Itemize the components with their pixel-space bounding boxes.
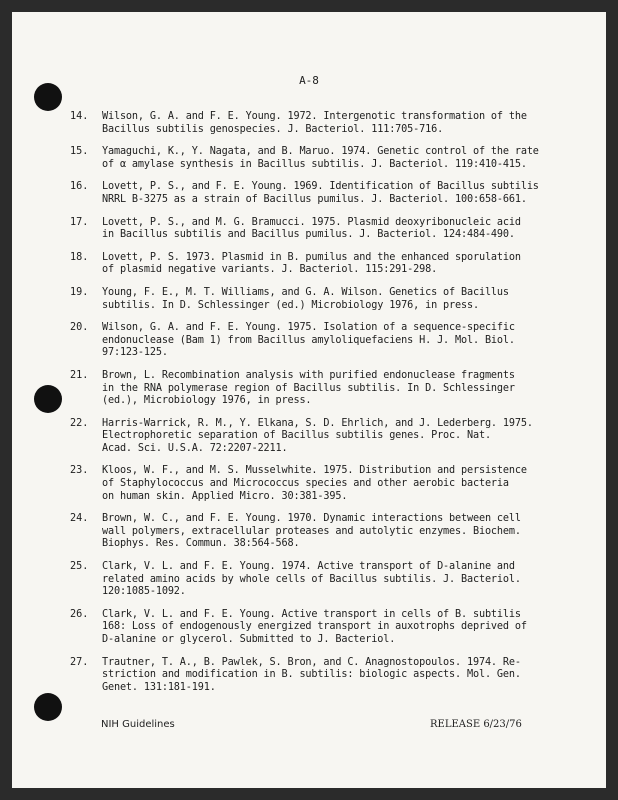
reference-item	[70, 146, 540, 171]
reference-text: Young, F. E., M. T. Williams, and G. A. Wilson. Genetics of Bacillus subtilis. In D. Schlessinger (ed.) Microbiology 1976, in press.	[102, 286, 509, 311]
reference-text: Kloos, W. F., and M. S. Musselwhite. 1975. Distribution and persistence of Staphylococcus and Micrococcus species and other aerobic bacteria on human skin. Applied Micro. 30:381-395.	[102, 465, 527, 502]
reference-text: Lovett, P. S., and M. G. Bramucci. 1975. Plasmid deoxyribonucleic acid in Bacillus subtilis and Bacillus pumilus. J. Bacteriol. 124:484-490.	[102, 216, 521, 241]
reference-item	[70, 561, 540, 599]
reference-text: Clark, V. L. and F. E. Young. 1974. Active transport of D-alanine and related amino acids by whole cells of Bacillus subtilis. J. Bacteriol. 120:1085-1092.	[102, 561, 521, 598]
reference-number: 22.	[70, 417, 89, 429]
reference-number: 25.	[70, 561, 89, 573]
reference-text: Harris-Warrick, R. M., Y. Elkana, S. D. Ehrlich, and J. Lederberg. 1975. Electrophoretic separation of Bacillus subtilis genes. Proc. Nat. Acad. Sci. U.S.A. 72:2207-2211.	[102, 417, 533, 454]
reference-number: 19.	[70, 286, 89, 298]
reference-item	[70, 513, 540, 551]
footer-release-date: RELEASE 6/23/76	[430, 719, 522, 730]
binder-hole	[34, 385, 62, 413]
reference-number: 14.	[70, 111, 89, 122]
reference-item	[70, 609, 540, 647]
reference-number: 21.	[70, 369, 89, 381]
reference-item	[70, 287, 540, 312]
reference-text: Lovett, P. S. 1973. Plasmid in B. pumilus and the enhanced sporulation of plasmid negative variants. J. Bacteriol. 115:291-298.	[102, 251, 521, 276]
reference-item	[70, 465, 540, 503]
document-page	[12, 12, 606, 788]
binder-hole	[34, 83, 62, 111]
reference-text: Yamaguchi, K., Y. Nagata, and B. Maruo. 1974. Genetic control of the rate of α amylase synthesis in Bacillus subtilis. J. Bacteriol. 119:410-415.	[102, 146, 539, 170]
reference-number: 16.	[70, 181, 89, 193]
footer-title: NIH Guidelines	[101, 719, 175, 730]
reference-item	[70, 657, 540, 695]
reference-text: Trautner, T. A., B. Pawlek, S. Bron, and C. Anagnostopoulos. 1974. Re- striction and modification in B. subtilis: biologic aspects. Mol. Gen. Genet. 131:181-191.	[102, 656, 521, 693]
reference-item	[70, 370, 540, 408]
reference-number: 24.	[70, 513, 89, 525]
reference-item	[70, 252, 540, 277]
reference-list	[70, 111, 540, 704]
reference-number: 27.	[70, 656, 89, 668]
reference-item	[70, 322, 540, 360]
reference-text: Wilson, G. A. and F. E. Young. 1972. Intergenotic transformation of the Bacillus subtilis genospecies. J. Bacteriol. 111:705-716.	[102, 111, 527, 135]
page-number: A-8	[299, 74, 319, 87]
reference-number: 26.	[70, 608, 89, 620]
reference-number: 23.	[70, 465, 89, 477]
reference-number: 18.	[70, 251, 89, 263]
reference-item	[70, 418, 540, 456]
reference-text: Clark, V. L. and F. E. Young. Active transport in cells of B. subtilis 168: Loss of endogenously energized transport in auxotrophs deprived of D-alanine or glycerol. Submitted to J. Bacteriol.	[102, 608, 527, 645]
reference-number: 15.	[70, 146, 89, 158]
reference-item	[70, 217, 540, 242]
reference-number: 17.	[70, 216, 89, 228]
reference-item	[70, 111, 540, 136]
reference-item	[70, 181, 540, 206]
reference-number: 20.	[70, 322, 89, 334]
reference-text: Brown, W. C., and F. E. Young. 1970. Dynamic interactions between cell wall polymers, extracellular proteases and autolytic enzymes. Biochem. Biophys. Res. Commun. 38:564-568.	[102, 513, 521, 550]
reference-text: Brown, L. Recombination analysis with purified endonuclease fragments in the RNA polymerase region of Bacillus subtilis. In D. Schlessinger (ed.), Microbiology 1976, in press.	[102, 369, 515, 407]
binder-hole	[34, 693, 62, 721]
reference-text: Wilson, G. A. and F. E. Young. 1975. Isolation of a sequence-specific endonuclease (Bam 1) from Bacillus amyloliquefaciens H. J. Mol. Biol. 97:123-125.	[102, 322, 515, 359]
reference-text: Lovett, P. S., and F. E. Young. 1969. Identification of Bacillus subtilis NRRL B-3275 as a strain of Bacillus pumilus. J. Bacteriol. 100:658-661.	[102, 181, 539, 205]
